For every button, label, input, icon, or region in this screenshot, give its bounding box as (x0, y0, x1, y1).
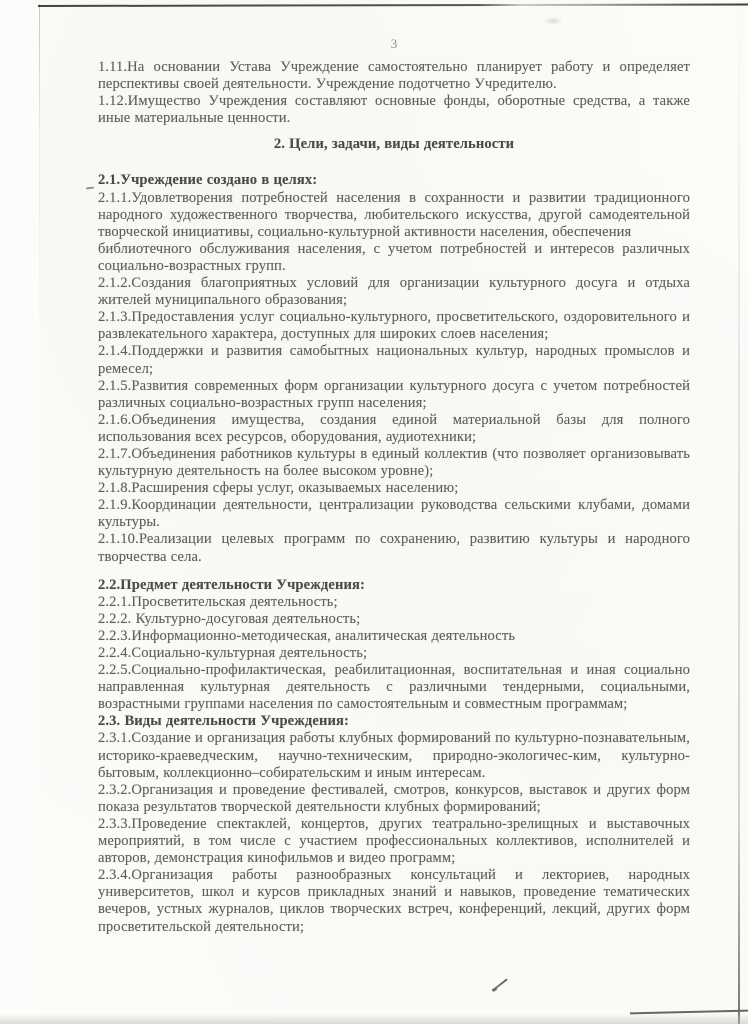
section-heading: 2. Цели, задачи, виды деятельности (273, 136, 515, 153)
section-heading: 2.3. Виды деятельности Учреждения: (98, 713, 349, 730)
paragraph: 2.1.9.Координации деятельности, централизации руководства сельскими клубами, домами культуры. (98, 497, 690, 531)
paragraph: 2.2.1.Просветительская деятельность; (98, 593, 338, 610)
margin-dash-mark (86, 187, 94, 190)
paragraph: 2.1.2.Создания благоприятных условий для организации культурного досуга и отдыха жителей муниципального образования; (98, 275, 690, 309)
document-content (98, 36, 690, 936)
paragraph: 2.1.1.Удовлетворения потребностей населения в сохранности и развитии традиционного народного художественного творчества, любительского искусства, другой самодеятельной творческой инициативы, социально-культурной активности населения, обеспечения библиотечного обслуживания населения, с учетом потребностей и интересов различных социально-возрастных групп. (98, 189, 690, 274)
paragraph: 2.3.1.Создание и организация работы клубных формирований по культурно-познавательным, историко-краеведческим, научно-техническим, природно-экологичес-ким, культурно-бытовым, коллекционно–собирательским и иным интересам. (98, 730, 690, 781)
paragraph: 2.1.8.Расширения сферы услуг, оказываемых населению; (98, 480, 459, 497)
paragraph: 2.1.10.Реализации целевых программ по сохранению, развитию культуры и народного творчества села. (98, 531, 690, 565)
paragraph: 2.2.5.Социально-профилактическая, реабилитационная, воспитательная и иная социально направленная культурная деятельность с различными тендерными, социальными, возрастными группами населения по самостоятельным и совместным программам; (98, 662, 690, 713)
page-bottom-edge-shadow (0, 1014, 748, 1024)
paragraph: 2.1.5.Развития современных форм организации культурного досуга с учетом потребностей различных социально-возрастных групп населения; (98, 377, 690, 411)
paragraph: 2.2.4.Социально-культурная деятельность; (98, 645, 368, 661)
pen-stroke-mark (492, 976, 509, 993)
paragraph: 2.1.4.Поддержки и развития самобытных национальных культур, народных промыслов и ремесел; (98, 343, 690, 377)
paragraph: 2.1.3.Предоставления услуг социально-культурного, просветительского, оздоровительного и развлекательного характера, доступных для широких слоев населения; (98, 309, 690, 343)
paragraph: 2.1.6.Объединения имущества, создания единой материальной базы для полного использования всех ресурсов, оборудования, аудиотехники; (98, 411, 690, 445)
paragraph: 2.3.4.Организация работы разнообразных консультаций и лекториев, народных университетов, школ и курсов прикладных знаний и навыков, проведение тематических вечеров, устных журналов, циклов творческих встреч, конференций, лекций, других форм просветительской деятельности; (98, 867, 690, 935)
page-number: 3 (390, 36, 398, 51)
paragraph: 2.3.2.Организация и проведение фестивалей, смотров, конкурсов, выставок и других форм показа результатов творческой деятельности клубных формирований; (98, 781, 690, 815)
section-heading: 2.1.Учреждение создано в целях: (98, 172, 318, 189)
document-blocks (98, 59, 690, 936)
paragraph: 2.3.3.Проведение спектаклей, концертов, других театрально-зрелищных и выставочных мероприятий, в том числе с участием профессиональных коллективов, исполнителей и авторов, демонстрация кинофильмов и видео программ; (98, 815, 690, 867)
page-top-edge-line (38, 4, 748, 7)
page-left-edge-line (39, 4, 40, 324)
section-heading: 2.2.Предмет деятельности Учреждения: (98, 576, 365, 593)
paragraph: 2.2.3.Информационно-методическая, аналитическая деятельность (98, 627, 516, 644)
scan-left-margin-strip (0, 0, 39, 1024)
paragraph: 1.11.На основании Устава Учреждение самостоятельно планирует работу и определяет перспективы своей деятельности. Учреждение подотчетно Учредителю. (98, 59, 690, 93)
page-right-edge-line (738, 0, 740, 1024)
paragraph: 2.1.7.Объединения работников культуры в единый коллектив (что позволяет организовывать культурную деятельность на более высоком уровне); (98, 445, 690, 480)
scan-smudge (543, 17, 563, 25)
paragraph: 2.2.2. Культурно-досуговая деятельность; (98, 610, 361, 627)
paragraph: 1.12.Имущество Учреждения составляют основные фонды, оборотные средства, а также иные материальные ценности. (98, 93, 690, 127)
